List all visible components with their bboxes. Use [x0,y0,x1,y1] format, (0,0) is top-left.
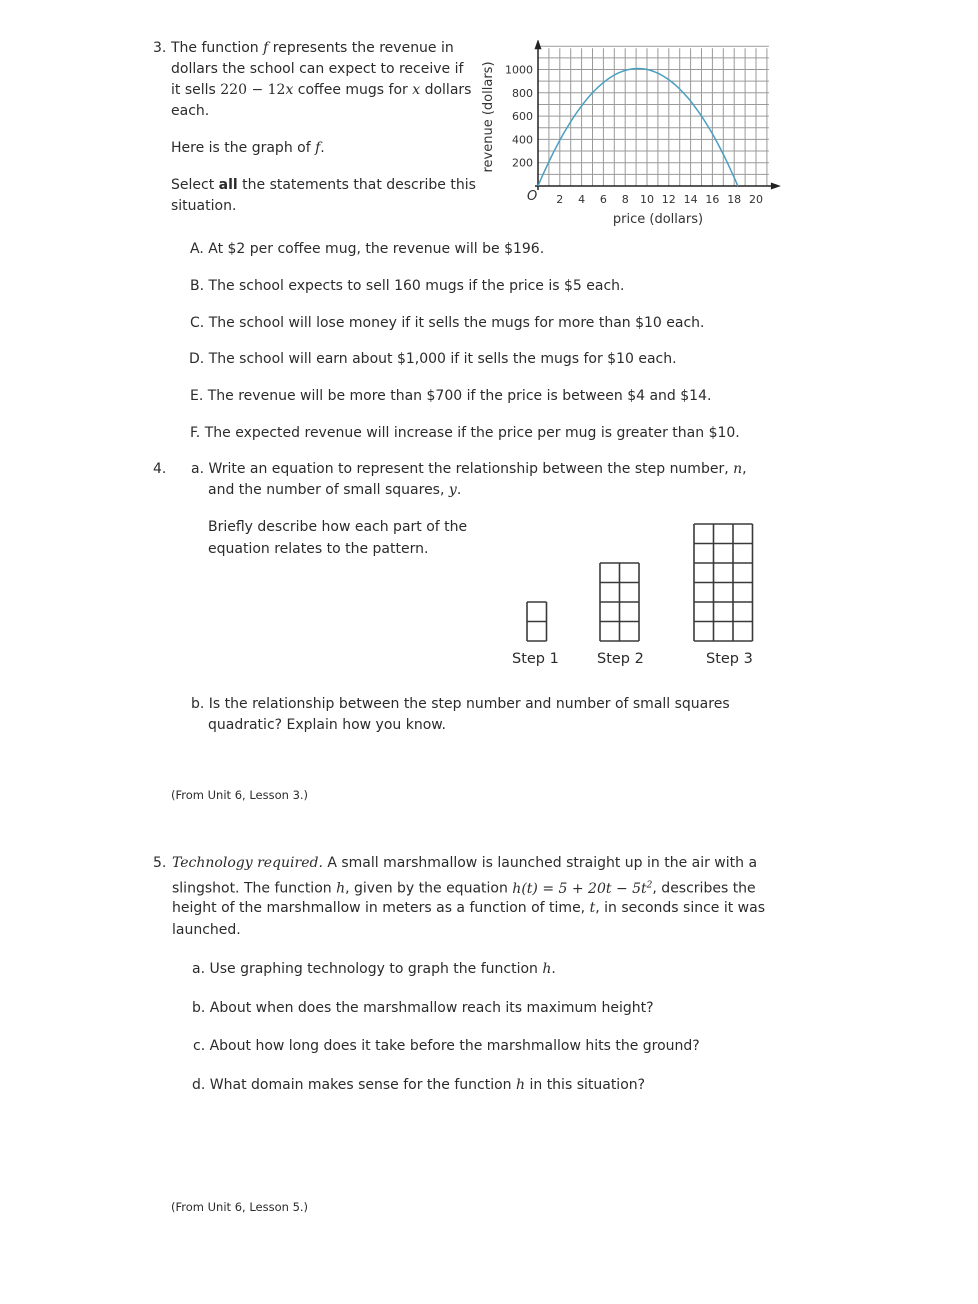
graph-intro: Here is the graph of f. [171,140,325,156]
problem-3-text-line3: it sells 220 − 12x coffee mugs for x dollars [171,82,472,98]
technology-required: Technology required. [172,855,323,871]
chart-y-tick-labels [505,64,533,170]
svg-text:10: 10 [640,193,654,206]
select-instruction: Select all the statements that describe this [171,177,476,193]
describe-line2: equation relates to the pattern. [208,541,429,557]
problem-4b-line2: quadratic? Explain how you know. [208,717,446,733]
svg-text:16: 16 [705,193,720,206]
y-axis-label: revenue (dollars) [481,61,496,173]
x-axis-label: price (dollars) [612,212,704,227]
problem-5-line2: slingshot. The function h, given by the equation $h(t) = 5 + 20t - 5t^2$, describes the [172,880,756,897]
chart-x-tick-labels [556,193,763,206]
chart-grid [538,46,769,186]
select-instruction-line2: situation. [171,198,237,214]
svg-text:18: 18 [727,193,742,206]
option-b[interactable]: B. The school expects to sell 160 mugs if the price is $5 each. [190,278,625,294]
option-c[interactable]: C. The school will lose money if it sells the mugs for more than $10 each. [190,315,705,331]
option-f[interactable]: F. The expected revenue will increase if the price per mug is greater than $10. [190,425,740,441]
option-e[interactable]: E. The revenue will be more than $700 if the price is between $4 and $14. [190,388,712,404]
svg-text:400: 400 [512,133,533,147]
step-2-grid [600,563,639,641]
svg-text:800: 800 [512,86,533,100]
problem-5-line3: height of the marshmallow in meters as a function of time, t, in seconds since it was [172,900,765,916]
svg-text:14: 14 [683,193,698,206]
problem-4-source: (From Unit 6, Lesson 3.) [171,788,309,802]
problem-5c: c. About how long does it take before the marshmallow hits the ground? [193,1038,700,1054]
problem-4-number: 4. [153,461,167,477]
problem-5d: d. What domain makes sense for the function h in this situation? [192,1077,646,1093]
option-d[interactable]: D. The school will earn about $1,000 if it sells the mugs for $10 each. [189,351,677,367]
svg-text:4: 4 [578,193,586,206]
step-3-label: Step 3 [706,651,753,667]
equation: $h(t) = 5 + 20t - 5t^2$ [512,880,653,897]
problem-5-line1: Technology required. A small marshmallow is launched straight up in the air with a [172,855,758,871]
problem-3-text-line4: each. [171,103,210,119]
problem-4a-line1: a. Write an equation to represent the relationship between the step number, n, [191,461,747,477]
problem-4b-line1: b. Is the relationship between the step number and number of small squares [191,696,730,712]
option-a[interactable]: A. At $2 per coffee mug, the revenue will be $196. [190,241,545,257]
step-2-label: Step 2 [597,651,644,667]
problem-5a: a. Use graphing technology to graph the function h. [192,961,556,977]
problem-5-line4: launched. [172,922,241,938]
describe-line1: Briefly describe how each part of the [208,519,468,535]
svg-text:6: 6 [599,193,607,206]
problem-5b: b. About when does the marshmallow reach its maximum height? [192,1000,654,1016]
origin-label: O [527,189,538,204]
problem-5-number: 5. [153,855,167,871]
f-variable: f [263,40,269,56]
svg-text:12: 12 [661,193,676,206]
problem-3-text-line2: dollars the school can expect to receive if [171,61,464,77]
svg-text:1000: 1000 [505,63,533,77]
revenue-chart [470,40,790,235]
step-1-grid [527,602,547,641]
svg-text:2: 2 [556,193,564,206]
svg-text:200: 200 [512,156,533,170]
step-1-label: Step 1 [512,651,559,667]
svg-text:600: 600 [512,110,533,124]
step-3-grid [694,524,753,641]
problem-3-text-line1: The function f represents the revenue in [171,40,454,56]
problem-5-source: (From Unit 6, Lesson 5.) [171,1200,309,1214]
problem-4a-line2: and the number of small squares, y. [208,482,462,498]
svg-text:8: 8 [621,193,629,206]
problem-3-number: 3. [153,40,167,56]
svg-text:20: 20 [749,193,763,206]
